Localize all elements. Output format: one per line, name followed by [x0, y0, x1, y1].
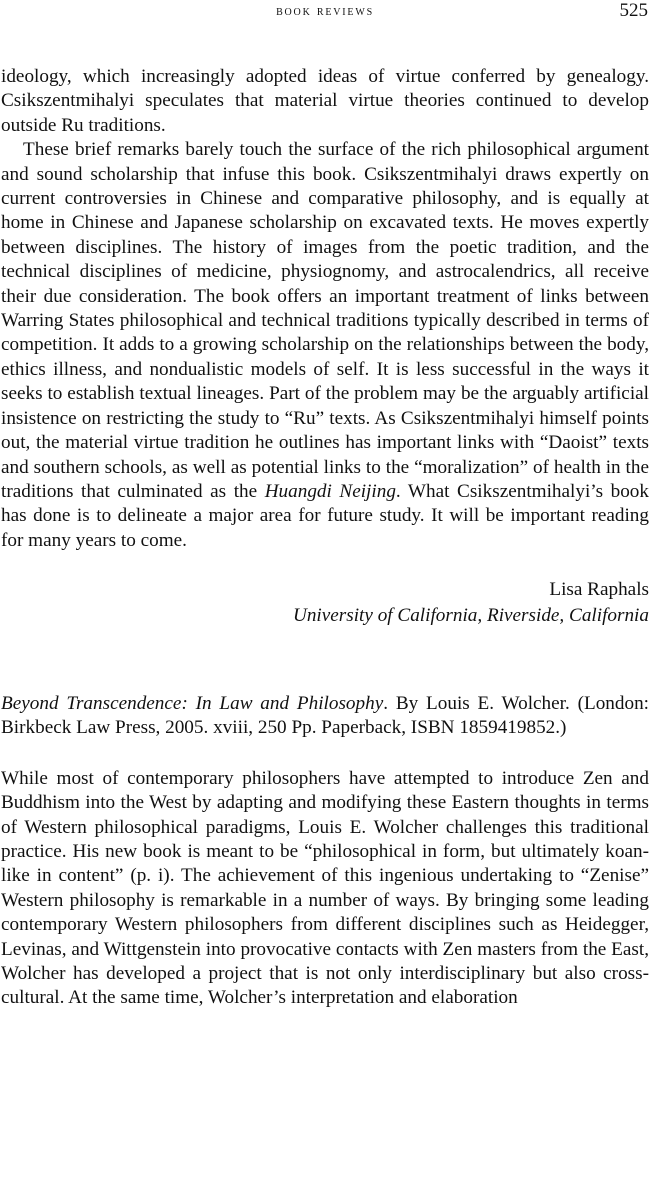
review-one-paragraph-2: [1, 138, 649, 553]
review-two: [1, 767, 649, 1011]
paragraph-2-text-after-title: . What Csikszentmihalyi’s book has done is to delineate a major area for future study. It will be important reading for many years to come.: [1, 480, 649, 551]
running-header: [1, 0, 649, 24]
review-two-paragraph-1: While most of contemporary philosophers have attempted to introduce Zen and Buddhism into the West by adapting and modifying these Eastern thoughts in terms of Western philosophical paradigms, Louis E. Wolcher challenges this traditional practice. His new book is meant to be “philosophical in form, but ultimately koan-like in content” (p. i). The achievement of this ingenious undertaking to “Zenise” Western philosophy is remarkable in a number of ways. By bringing some leading contemporary Western philosophers from different disciplines such as Heidegger, Levinas, and Wittgenstein into provocative contacts with Zen masters from the East, Wolcher has developed a project that is not only interdisciplinary but also cross-cultural. At the same time, Wolcher’s interpretation and elaboration: [1, 767, 649, 1009]
reviewer-signature: [1, 577, 649, 628]
review-two-book-details: . By Louis E. Wolcher. (London: Birkbeck Law Press, 2005. xviii, 250 Pp. Paperback, ISBN 1859419852.): [1, 692, 649, 739]
review-two-book-title: Beyond Transcendence: In Law and Philosophy: [1, 692, 384, 714]
review-two-book-citation: [1, 692, 649, 741]
page-number: 525: [619, 0, 648, 21]
review-one-paragraph-1: ideology, which increasingly adopted ideas of virtue conferred by genealogy. Csikszentmihalyi speculates that material virtue theories continued to develop outside Ru traditions.: [1, 66, 649, 136]
paragraph-2-text-before-title: These brief remarks barely touch the surface of the rich philosophical argument and sound scholarship that infuse this book. Csikszentmihalyi draws expertly on current controversies in Chinese and comparative philosophy, and is equally at home in Chinese and Japanese scholarship on excavated texts. He moves expertly between disciplines. The history of images from the poetic tradition, and the technical disciplines of medicine, physiognomy, and astrocalendrics, all receive their due consideration. The book offers an important treatment of links between Warring States philosophical and technical traditions typically described in terms of competition. It adds to a growing scholarship on the relationships between the body, ethics illness, and nondualistic models of self. It is less successful in the ways it seeks to establish textual lineages. Part of the problem may be the arguably artificial insistence on restricting the study to “Ru” texts. As Csikszentmihalyi himself points out, the material virtue tradition he outlines has important links with “Daoist” texts and southern schools, as well as potential links to the “moralization” of health in the traditions that culminated as the: [1, 139, 649, 502]
reviewer-affiliation: University of California, Riverside, California: [292, 604, 649, 626]
review-one: [1, 65, 649, 553]
reviewer-name: Lisa Raphals: [549, 579, 649, 601]
running-title: book reviews: [276, 4, 374, 19]
huangdi-neijing-title: Huangdi Neijing: [264, 480, 396, 502]
